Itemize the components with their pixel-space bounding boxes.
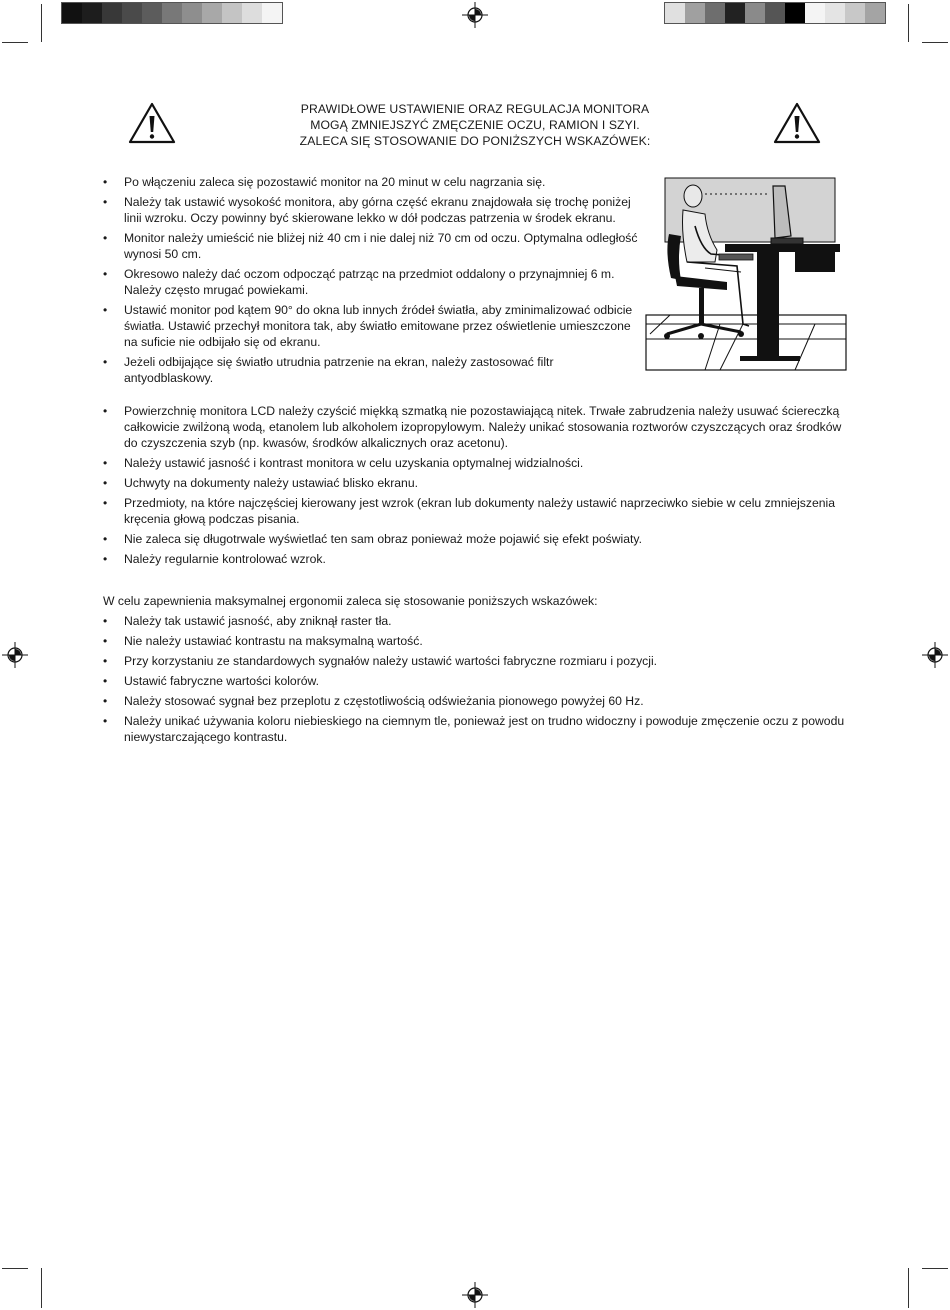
list-item: • Jeżeli odbijające się światło utrudnia patrzenie na ekran, należy zastosować filtr antyodblaskowy. — [103, 354, 643, 386]
warning-triangle-icon — [128, 101, 176, 145]
crop-mark — [922, 42, 948, 43]
color-bar-right — [664, 2, 886, 24]
tips-list-wide — [103, 403, 845, 571]
color-swatch — [242, 3, 262, 23]
ergonomics-intro: W celu zapewnienia maksymalnej ergonomii zaleca się stosowanie poniższych wskazówek: — [103, 594, 598, 608]
color-swatch — [182, 3, 202, 23]
color-swatch — [202, 3, 222, 23]
color-swatch — [262, 3, 282, 23]
header-line-1: PRAWIDŁOWE USTAWIENIE ORAZ REGULACJA MONITORA — [300, 102, 650, 116]
list-item: • Należy unikać używania koloru niebieskiego na ciemnym tle, ponieważ jest on trudno widoczny i powoduje zmęczenie oczu z powodu niewystarczającego kontrastu. — [103, 713, 845, 745]
crop-mark — [2, 1268, 28, 1269]
color-swatch — [705, 3, 725, 23]
crop-mark — [2, 42, 28, 43]
color-swatch — [845, 3, 865, 23]
ergonomics-list — [103, 613, 845, 749]
crop-mark — [908, 1268, 909, 1308]
list-item: • Nie należy ustawiać kontrastu na maksymalną wartość. — [103, 633, 845, 649]
list-item: • Należy tak ustawić wysokość monitora, aby górna część ekranu znajdowała się trochę poniżej linii wzroku. Oczy powinny być skierowane lekko w dół podczas patrzenia w środek ekranu. — [103, 194, 643, 226]
list-item: • Ustawić monitor pod kątem 90° do okna lub innych źródeł światła, aby zminimalizować odbicie światła. Ustawić przechył monitora tak, aby światło emitowane przez oświetlenie umieszczone na suficie nie odbijało się od ekranu. — [103, 302, 643, 350]
crop-mark — [41, 1268, 42, 1308]
list-item: • Po włączeniu zaleca się pozostawić monitor na 20 minut w celu nagrzania się. — [103, 174, 643, 190]
list-item: • Przy korzystaniu ze standardowych sygnałów należy ustawić wartości fabryczne rozmiaru i pozycji. — [103, 653, 845, 669]
workstation-illustration — [645, 174, 847, 372]
list-item: • Należy ustawić jasność i kontrast monitora w celu uzyskania optymalnej widzialności. — [103, 455, 845, 471]
color-swatch — [665, 3, 685, 23]
list-item: • Powierzchnię monitora LCD należy czyścić miękką szmatką nie pozostawiającą nitek. Trwałe zabrudzenia należy usuwać ściereczką całkowicie zwilżoną wodą, etanolem lub alkoholem izopropylowym. Należy unikać stosowania roztworów czyszczących oraz środków do czyszczenia szyb (np. kwasów, środków alkalicznych oraz acetonu). — [103, 403, 845, 451]
color-swatch — [122, 3, 142, 23]
color-swatch — [142, 3, 162, 23]
registration-target-icon — [922, 642, 948, 668]
list-item: • Należy tak ustawić jasność, aby zniknął raster tła. — [103, 613, 845, 629]
registration-target-icon — [462, 2, 488, 28]
header-line-3: ZALECA SIĘ STOSOWANIE DO PONIŻSZYCH WSKAZÓWEK: — [299, 134, 651, 148]
registration-target-icon — [462, 1282, 488, 1308]
list-item: • Nie zaleca się długotrwale wyświetlać ten sam obraz ponieważ może pojawić się efekt poświaty. — [103, 531, 845, 547]
list-item: • Okresowo należy dać oczom odpocząć patrząc na przedmiot oddalony o przynajmniej 6 m. Należy często mrugać powiekami. — [103, 266, 643, 298]
registration-target-icon — [2, 642, 28, 668]
color-swatch — [785, 3, 805, 23]
color-swatch — [685, 3, 705, 23]
warning-header — [270, 101, 680, 149]
color-swatch — [62, 3, 82, 23]
warning-triangle-icon — [773, 101, 821, 145]
color-swatch — [222, 3, 242, 23]
list-item: • Należy regularnie kontrolować wzrok. — [103, 551, 845, 567]
crop-mark — [908, 4, 909, 42]
list-item: • Ustawić fabryczne wartości kolorów. — [103, 673, 845, 689]
crop-mark — [41, 4, 42, 42]
list-item: • Przedmioty, na które najczęściej kierowany jest wzrok (ekran lub dokumenty należy ustawić naprzeciwko siebie w celu zmniejszenia kręcenia głową podczas pisania. — [103, 495, 845, 527]
color-swatch — [745, 3, 765, 23]
color-swatch — [805, 3, 825, 23]
color-bar-left — [61, 2, 283, 24]
color-swatch — [162, 3, 182, 23]
color-swatch — [102, 3, 122, 23]
color-swatch — [865, 3, 885, 23]
list-item: • Należy stosować sygnał bez przeplotu z częstotliwością odświeżania pionowego powyżej 60 Hz. — [103, 693, 845, 709]
list-item: • Uchwyty na dokumenty należy ustawiać blisko ekranu. — [103, 475, 845, 491]
header-line-2: MOGĄ ZMNIEJSZYĆ ZMĘCZENIE OCZU, RAMION I SZYI. — [310, 118, 640, 132]
color-swatch — [825, 3, 845, 23]
color-swatch — [725, 3, 745, 23]
list-item: • Monitor należy umieścić nie bliżej niż 40 cm i nie dalej niż 70 cm od oczu. Optymalna odległość wynosi 50 cm. — [103, 230, 643, 262]
color-swatch — [82, 3, 102, 23]
tips-list — [103, 174, 643, 390]
crop-mark — [922, 1268, 948, 1269]
color-swatch — [765, 3, 785, 23]
